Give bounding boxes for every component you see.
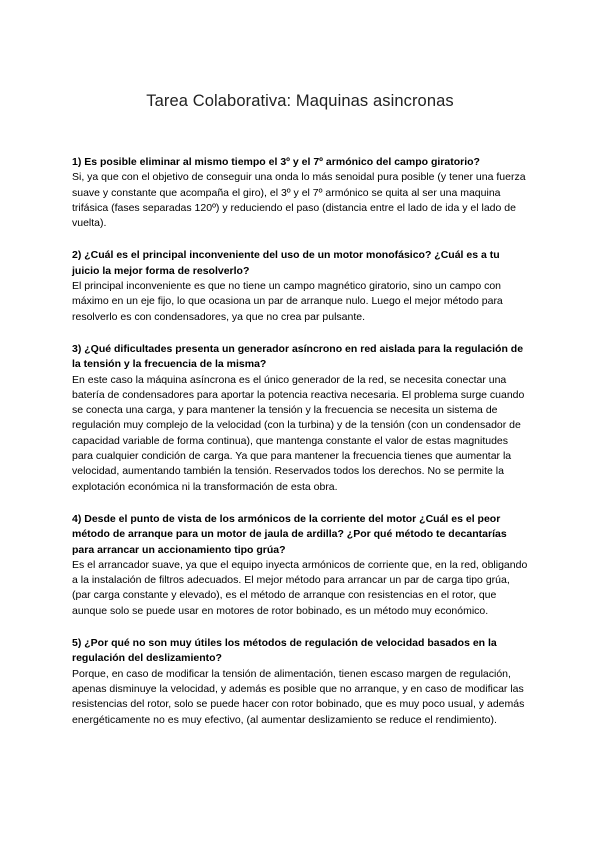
document-title: Tarea Colaborativa: Maquinas asincronas: [146, 92, 454, 110]
answer-3: En este caso la máquina asíncrona es el único generador de la red, se necesita conectar una batería de condensadores para aportar la potencia reactiva necesaria. El problema surge cuando se conecta una carga, y para mantener la tensión y la frecuencia se necesita un sistema de regulación muy complejo de la velocidad (con la turbina) y de la tensión (con un condensador de capacidad variable de forma continua), que mantenga constante el valor de estas magnitudes para cualquier condición de carga. Ya que para mantener la frecuencia tienes que aumentar la velocidad, aumentando también la tensión. Reservados todos los derechos. No se permite la explotación económica ni la transformación de esta obra.: [72, 373, 525, 493]
qa-item-2: [72, 248, 528, 324]
answer-5: Porque, en caso de modificar la tensión de alimentación, tienen escaso margen de regulación, apenas disminuye la velocidad, y además es posible que no arranque, y en caso de modificar las resistencias del rotor, solo se puede hacer con rotor bobinado, que es muy poco usual, y además energéticamente no es muy efectivo, (al aumentar deslizamiento se reduce el rendimiento).: [72, 667, 525, 726]
question-1: 1) Es posible eliminar al mismo tiempo el 3º y el 7º armónico del campo giratorio?: [72, 156, 480, 168]
qa-item-5: [72, 636, 528, 728]
qa-item-4: [72, 512, 528, 619]
qa-item-3: [72, 342, 528, 495]
question-3: 3) ¿Qué dificultades presenta un generador asíncrono en red aislada para la regulación de la tensión y la frecuencia de la misma?: [72, 342, 524, 371]
answer-1: Si, ya que con el objetivo de conseguir una onda lo más senoidal pura posible (y tener una fuerza suave y constante que acompaña el giro), el 3º y el 7º armónico se quita al ser una maquina trifásica (fases separadas 120º) y reduciendo el paso (distancia entre el lado de ida y el lado de vuelta).: [72, 171, 526, 230]
question-4: 4) Desde el punto de vista de los armónicos de la corriente del motor ¿Cuál es el peor método de arranque para un motor de jaula de ardilla? ¿Por qué método te decantarías para arrancar un accionamiento tipo grúa?: [72, 512, 507, 556]
question-5: 5) ¿Por qué no son muy útiles los métodos de regulación de velocidad basados en la regulación del deslizamiento?: [72, 637, 497, 665]
answer-4: Es el arrancador suave, ya que el equipo inyecta armónicos de corriente que, en la red, obligando a la instalación de filtros adecuados. El mejor método para arrancar un par de carga tipo grúa, (par carga constante y elevado), es el método de arranque con resistencias en el rotor, que aunque solo se puede usar en motores de rotor bobinado, es un método muy económico.: [72, 558, 528, 617]
document-page: [72, 92, 528, 745]
qa-item-1: [72, 155, 528, 231]
answer-2: El principal inconveniente es que no tiene un campo magnético giratorio, sino un campo con máximo en un eje fijo, lo que ocasiona un par de arranque nulo. Luego el mejor método para resolverlo es con condensadores, ya que no crea par pulsante.: [72, 280, 503, 323]
question-2: 2) ¿Cuál es el principal inconveniente del uso de un motor monofásico? ¿Cuál es a tu juicio la mejor forma de resolverlo?: [72, 249, 500, 277]
